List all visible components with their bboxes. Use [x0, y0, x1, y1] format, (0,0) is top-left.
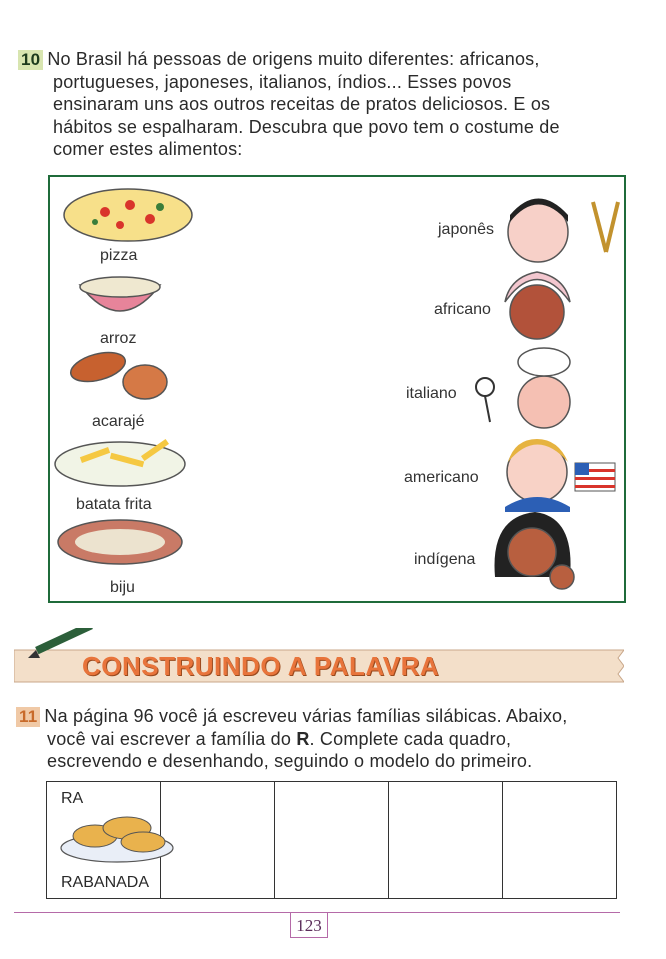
matching-illustrations [50, 177, 624, 601]
people-label-indigena: indígena [414, 551, 476, 568]
acaraje-icon [68, 347, 167, 399]
model-cell [47, 782, 161, 898]
q10-line-2: portugueses, japoneses, italianos, índios... Esses povos [53, 71, 512, 92]
model-syllable: RA [61, 790, 84, 807]
answer-cell-4[interactable] [389, 782, 503, 898]
answer-cell-3[interactable] [275, 782, 389, 898]
french-fries-icon [55, 439, 185, 486]
model-word: RABANADA [61, 874, 150, 891]
food-label-acaraje: acarajé [92, 413, 145, 430]
q11-line-3: escrevendo e desenhando, seguindo o modelo do primeiro. [47, 751, 533, 771]
answer-grid [46, 781, 617, 899]
food-label-batata-frita: batata frita [76, 496, 152, 513]
section-title: CONSTRUINDO A PALAVRA [82, 651, 440, 681]
rice-bowl-icon [80, 277, 160, 311]
indigenous-person-icon [495, 512, 575, 589]
american-person-icon [505, 439, 615, 512]
q11-line-1: Na página 96 você já escreveu várias famílias silábicas. Abaixo, [44, 706, 568, 726]
people-label-africano: africano [434, 301, 491, 318]
african-person-icon [505, 272, 570, 339]
q10-line-3: ensinaram uns aos outros receitas de pratos deliciosos. E os [53, 94, 551, 114]
japanese-person-icon [508, 199, 618, 263]
pizza-icon [64, 189, 192, 241]
answer-cell-2[interactable] [161, 782, 275, 898]
people-label-italiano: italiano [406, 385, 457, 402]
rabanada-icon [55, 806, 175, 866]
answer-cell-5[interactable] [503, 782, 616, 898]
people-label-japones: japonês [438, 221, 495, 238]
question-number-10: 10 [18, 50, 43, 70]
q11-line-2: você vai escrever a família do R. Complete cada quadro, [47, 728, 512, 749]
page-number: 123 [290, 912, 328, 938]
people-label-americano: americano [404, 469, 479, 486]
biju-icon [58, 520, 182, 564]
food-label-arroz: arroz [100, 330, 137, 347]
food-label-pizza: pizza [100, 247, 138, 264]
italian-chef-icon [476, 348, 570, 428]
question-number-11: 11 [16, 707, 40, 727]
question-10 [18, 48, 658, 161]
q10-line-5: comer estes alimentos: [53, 139, 243, 159]
food-label-biju: biju [110, 579, 135, 596]
q10-line-4: hábitos se espalharam. Descubra que povo tem o costume de [53, 116, 560, 137]
question-11 [16, 705, 656, 773]
q10-line-1: No Brasil há pessoas de origens muito diferentes: africanos, [47, 49, 540, 69]
matching-box [48, 175, 626, 603]
